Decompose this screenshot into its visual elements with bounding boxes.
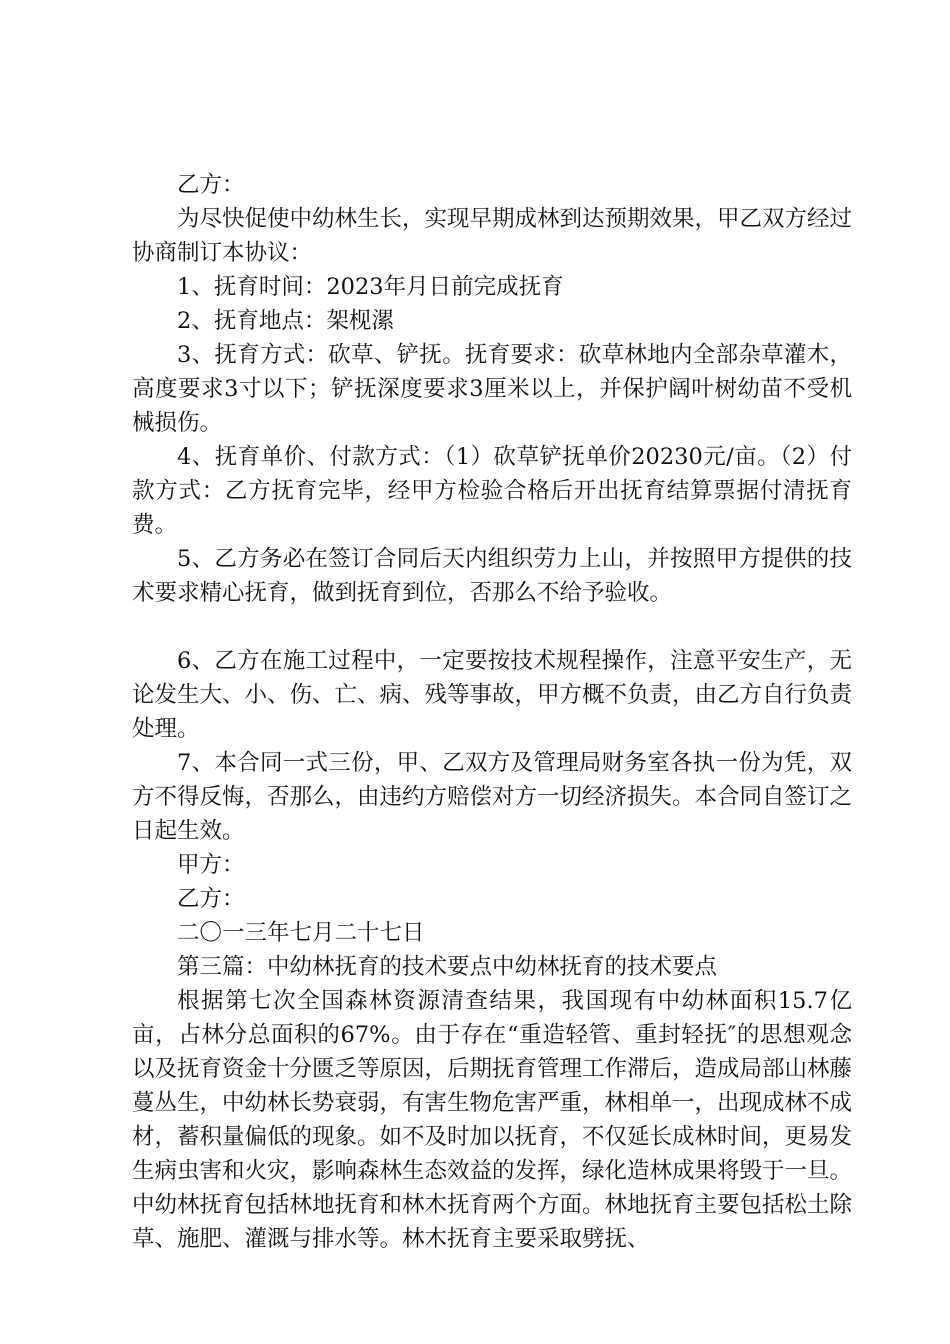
clause-1: 1、抚育时间：2023年月日前完成抚育 bbox=[177, 274, 564, 300]
body-paragraph: 根据第七次全国森林资源清查结果，我国现有中幼林面积15.7亿亩，占林分总面积的67%。由于存在“重造轻管、重封轻抚″的思想观念以及抚育资金十分匮乏等原因，后期抚育管理工作滞后，造成局部山林藤蔓丛生，中幼林长势衰弱，有害生物危害严重，林相单一，出现成林不成材，蓄积量偏低的现象。如不及时加以抚育，不仅延长成林时间，更易发生病虫害和火灾，影响森林生态效益的发挥，绿化造林成果将毁于一旦。中幼林抚育包括林地抚育和林木抚育两个方面。林地抚育主要包括松土除草、施肥、灌溉与排水等。林木抚育主要采取劈抚、 bbox=[132, 988, 853, 1252]
party-b-signature: 乙方： bbox=[177, 886, 245, 912]
signing-date: 二〇一三年七月二十七日 bbox=[177, 920, 425, 946]
section-title: 第三篇：中幼林抚育的技术要点中幼林抚育的技术要点 bbox=[177, 954, 718, 980]
clause-4: 4、抚育单价、付款方式：（1）砍草铲抚单价20230元/亩。（2）付款方式：乙方抚育完毕，经甲方检验合格后开出抚育结算票据付清抚育费。 bbox=[132, 444, 852, 538]
clause-5: 5、乙方务必在签订合同后天内组织劳力上山，并按照甲方提供的技术要求精心抚育，做到抚育到位，否那么不给予验收。 bbox=[132, 546, 852, 606]
paragraph-gap bbox=[132, 610, 852, 644]
intro-paragraph: 为尽快促使中幼林生长，实现早期成林到达预期效果，甲乙双方经过协商制订本协议： bbox=[132, 206, 853, 266]
clause-3: 3、抚育方式：砍草、铲抚。抚育要求：砍草林地内全部杂草灌木，高度要求3寸以下；铲抚深度要求3厘米以上，并保护阔叶树幼苗不受机械损伤。 bbox=[132, 342, 852, 436]
party-a-signature: 甲方： bbox=[177, 852, 245, 878]
party-b-label: 乙方： bbox=[177, 172, 245, 198]
clause-2: 2、抚育地点：架枧漯 bbox=[177, 308, 394, 334]
clause-7: 7、本合同一式三份，甲、乙双方及管理局财务室各执一份为凭，双方不得反悔，否那么，由违约方赔偿对方一切经济损失。本合同自签订之日起生效。 bbox=[132, 750, 853, 844]
document-body bbox=[132, 168, 852, 1256]
clause-6: 6、乙方在施工过程中，一定要按技术规程操作，注意平安生产，无论发生大、小、伤、亡、病、残等事故，甲方概不负责，由乙方自行负责处理。 bbox=[132, 648, 853, 742]
